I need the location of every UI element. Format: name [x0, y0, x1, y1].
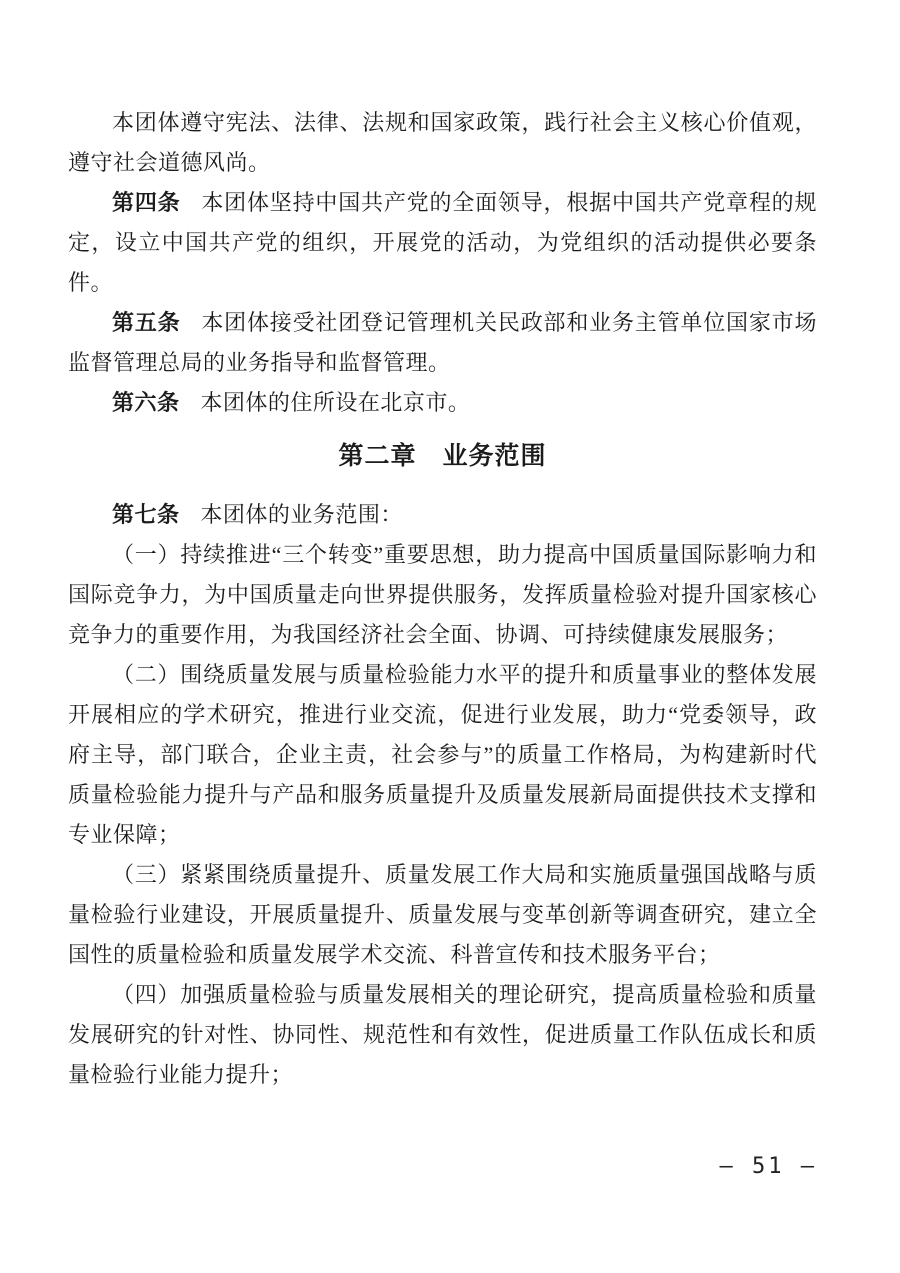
paragraph-text: 本团体遵守宪法、法律、法规和国家政策，践行社会主义核心价值观，遵守社会道德风尚。: [68, 110, 817, 175]
paragraph-text: 本团体接受社团登记管理机关民政部和业务主管单位国家市场监督管理总局的业务指导和监督管理。: [68, 310, 817, 375]
paragraph-scope-item-4: [68, 975, 817, 1095]
paragraph-text: （一）持续推进“三个转变”重要思想，助力提高中国质量国际影响力和国际竞争力，为中国质量走向世界提供服务，发挥质量检验对提升国家核心竞争力的重要作用，为我国经济社会全面、协调、可持续健康发展服务；: [68, 542, 817, 647]
paragraph-text: （三）紧紧围绕质量提升、质量发展工作大局和实施质量强国战略与质量检验行业建设，开展质量提升、质量发展与变革创新等调查研究，建立全国性的质量检验和质量发展学术交流、科普宣传和技术服务平台；: [68, 862, 817, 967]
paragraph-article-5: [68, 303, 817, 383]
page-number: – 51 –: [719, 1154, 817, 1179]
article-label: 第四条: [112, 190, 181, 215]
paragraph-scope-item-1: [68, 535, 817, 655]
paragraph-compliance: [68, 103, 817, 183]
paragraph-text: 本团体的住所设在北京市。: [200, 390, 471, 415]
paragraph-article-4: [68, 183, 817, 303]
chapter-heading: 第二章 业务范围: [338, 443, 547, 470]
article-label: 第五条: [112, 310, 181, 335]
paragraph-text: （四）加强质量检验与质量发展相关的理论研究，提高质量检验和质量发展研究的针对性、协同性、规范性和有效性，促进质量工作队伍成长和质量检验行业能力提升；: [68, 982, 817, 1087]
paragraph-article-6: [68, 383, 817, 423]
article-label: 第六条: [112, 390, 180, 415]
document-content: [68, 103, 817, 1095]
paragraph-scope-item-3: [68, 855, 817, 975]
article-label: 第七条: [112, 502, 180, 527]
paragraph-text: 本团体的业务范围：: [200, 502, 403, 527]
paragraph-text: 本团体坚持中国共产党的全面领导，根据中国共产党章程的规定，设立中国共产党的组织，开展党的活动，为党组织的活动提供必要条件。: [68, 190, 817, 295]
paragraph-text: （二）围绕质量发展与质量检验能力水平的提升和质量事业的整体发展开展相应的学术研究，推进行业交流，促进行业发展，助力“党委领导，政府主导，部门联合，企业主责，社会参与”的质量工作格局，为构建新时代质量检验能力提升与产品和服务质量提升及质量发展新局面提供技术支撑和专业保障；: [68, 662, 817, 847]
paragraph-article-7: [68, 495, 817, 535]
paragraph-scope-item-2: [68, 655, 817, 855]
